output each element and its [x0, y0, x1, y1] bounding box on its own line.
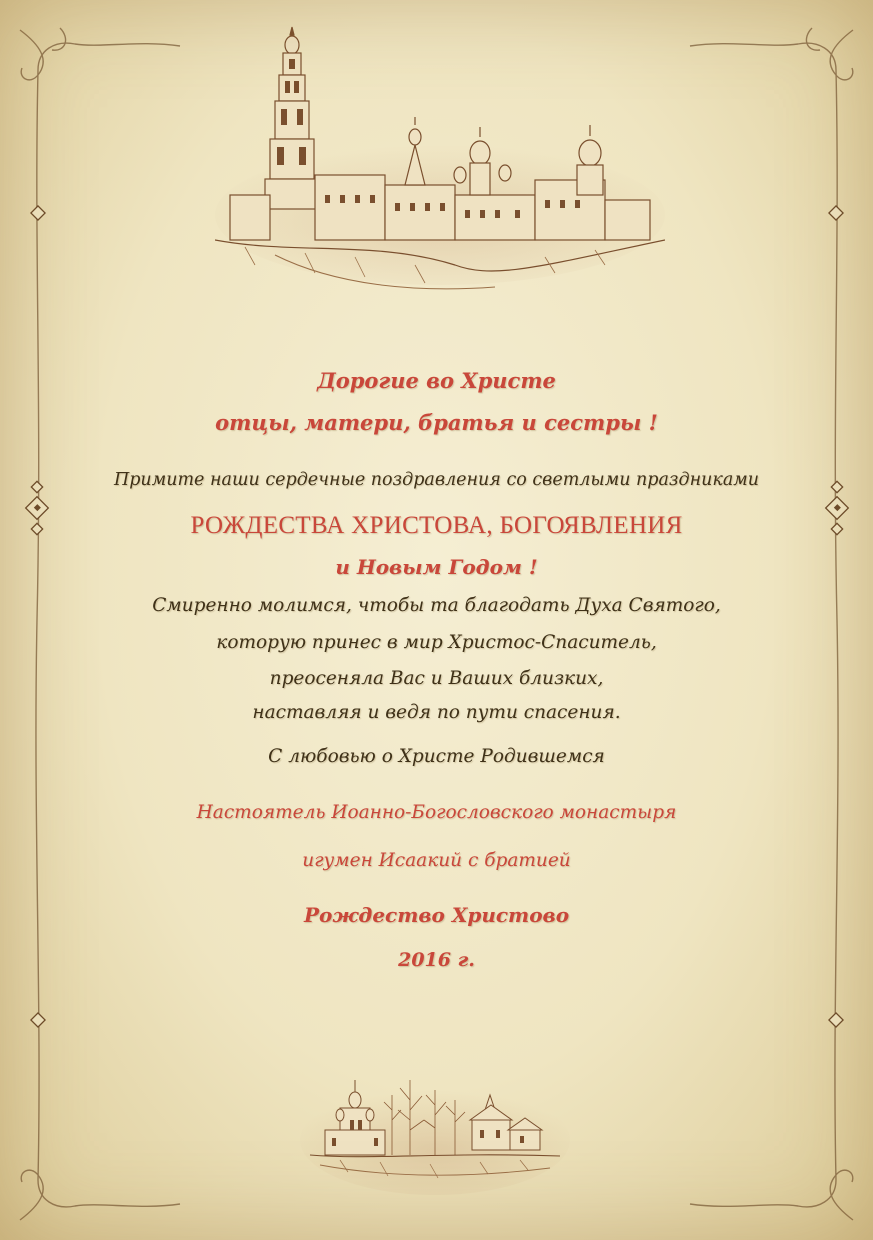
- greeting-line-1: Дорогие во Христе: [317, 368, 556, 393]
- diamond-right-3: [829, 1013, 843, 1027]
- diamond-left-1: [31, 206, 45, 220]
- prayer-line-3: преосеняла Вас и Ваших близких,: [269, 668, 604, 689]
- diamond-left-3: [31, 1013, 45, 1027]
- date-year: 2016 г.: [398, 949, 475, 971]
- border-bottom-right-flourish: [690, 1180, 836, 1207]
- prayer-line-4: наставляя и ведя по пути спасения.: [252, 702, 621, 723]
- closing-line: С любовью о Христе Родившемся: [268, 746, 605, 767]
- church-landscape-sketch-icon: [300, 1060, 570, 1195]
- border-top-right-flourish: [690, 43, 836, 70]
- prayer-line-1: Смиренно молимся, чтобы та благодать Духа Святого,: [152, 595, 721, 616]
- signature-name: игумен Исаакий с братией: [302, 850, 571, 871]
- border-top-left-flourish: [38, 43, 180, 70]
- border-bottom-left-flourish: [38, 1180, 180, 1207]
- corner-swirl-bl: [20, 1170, 43, 1220]
- corner-swirl-tr: [830, 30, 853, 80]
- feasts-title: РОЖДЕСТВА ХРИСТОВА, БОГОЯВЛЕНИЯ: [190, 512, 683, 539]
- diamond-right-1: [829, 206, 843, 220]
- greeting-line-2: отцы, матери, братья и сестры !: [215, 410, 658, 435]
- prayer-line-2: которую принес в мир Христос-Спаситель,: [216, 632, 657, 653]
- congrats-intro: Примите наши сердечные поздравления со светлыми праздниками: [113, 470, 760, 490]
- date-feast: Рождество Христово: [303, 903, 570, 927]
- corner-swirl-br: [830, 1170, 853, 1220]
- corner-swirl-tl: [20, 30, 43, 80]
- monastery-sketch-icon: [215, 25, 665, 300]
- new-year-line: и Новым Годом !: [335, 555, 538, 579]
- signature-title: Настоятель Иоанно-Богословского монастыря: [196, 802, 677, 823]
